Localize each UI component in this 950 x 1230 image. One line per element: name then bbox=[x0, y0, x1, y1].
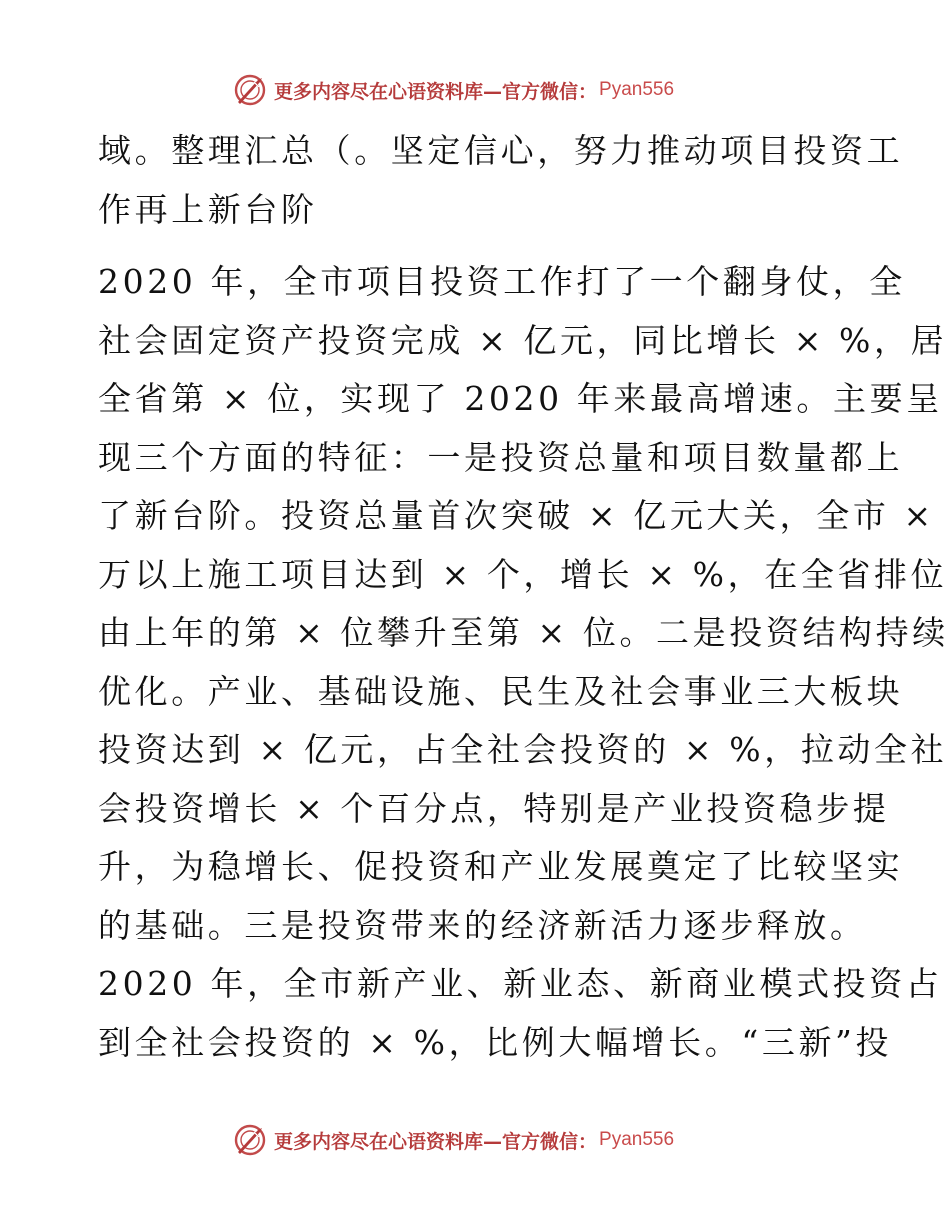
banner-wechat-id: Pyan556 bbox=[599, 1129, 675, 1150]
paragraph bbox=[98, 122, 904, 239]
text-line: 的基础。三是投资带来的经济新活力逐步释放。 bbox=[98, 905, 867, 945]
text-line: 会投资增长 × 个百分点，特别是产业投资稳步提 bbox=[98, 788, 890, 828]
text-line: 优化。产业、基础设施、民生及社会事业三大板块 bbox=[98, 671, 904, 711]
quill-logo-icon bbox=[232, 72, 268, 108]
text-line: 全省第 × 位，实现了 2020 年来最高增速。主要呈 bbox=[98, 379, 943, 418]
text-line: 了新台阶。投资总量首次突破 × 亿元大关，全市 × bbox=[98, 496, 935, 535]
banner-wechat-id: Pyan556 bbox=[599, 79, 675, 100]
text-line: 域。整理汇总（。坚定信心，努力推动项目投资工 bbox=[98, 131, 904, 170]
header-banner bbox=[232, 72, 674, 108]
text-line: 万以上施工项目达到 × 个，增长 × %，在全省排位 bbox=[98, 554, 948, 594]
banner-text: 更多内容尽在心语资料库—官方微信： bbox=[274, 1130, 598, 1153]
text-line: 2020 年，全市新产业、新业态、新商业模式投资占 bbox=[98, 964, 943, 1003]
quill-logo-icon bbox=[232, 1122, 268, 1158]
text-line: 升，为稳增长、促投资和产业发展奠定了比较坚实 bbox=[98, 847, 904, 886]
footer-banner bbox=[232, 1122, 674, 1158]
text-line: 作再上新台阶 bbox=[98, 189, 318, 229]
text-line: 由上年的第 × 位攀升至第 × 位。二是投资结构持续 bbox=[98, 613, 949, 652]
text-line: 社会固定资产投资完成 × 亿元，同比增长 × %，居 bbox=[98, 320, 948, 360]
banner-text: 更多内容尽在心语资料库—官方微信： bbox=[274, 80, 598, 103]
text-line: 投资达到 × 亿元，占全社会投资的 × %，拉动全社 bbox=[98, 730, 948, 769]
paragraph bbox=[98, 253, 949, 1072]
text-line: 到全社会投资的 × %，比例大幅增长。“三新”投 bbox=[98, 1022, 893, 1062]
document-body bbox=[98, 122, 949, 1072]
text-line: 2020 年，全市项目投资工作打了一个翻身仗，全 bbox=[98, 262, 906, 301]
text-line: 现三个方面的特征：一是投资总量和项目数量都上 bbox=[98, 437, 904, 477]
